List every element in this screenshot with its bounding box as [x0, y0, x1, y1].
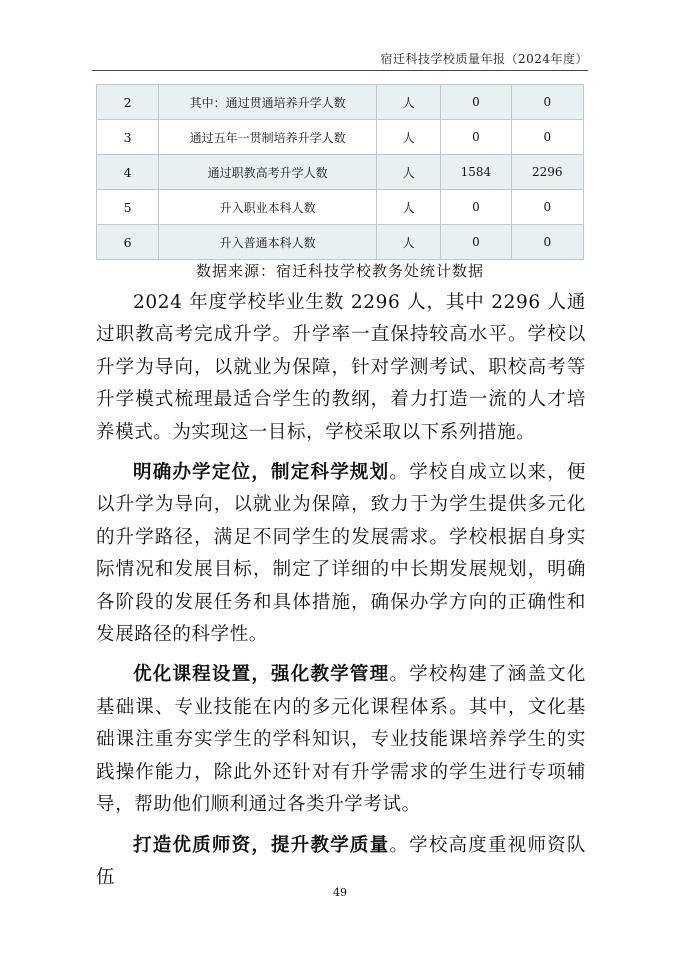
- table-row: [97, 225, 584, 260]
- row-unit: 人: [377, 225, 441, 260]
- row-number: 6: [97, 225, 159, 260]
- row-value-b: 0: [511, 225, 583, 260]
- row-value-a: 0: [441, 190, 511, 225]
- row-value-a: 0: [441, 85, 511, 120]
- row-unit: 人: [377, 120, 441, 155]
- paragraph-text: 。学校自成立以来，便以升学为导向，以就业为保障，致力于为学生提供多元化的升学路径，满足不同学生的发展需求。学校根据自身实际情况和发展目标，制定了详细的中长期发展规划，明确各阶段的发展任务和具体措施，确保办学方向的正确性和发展路径的科学性。: [96, 462, 586, 646]
- row-item: 升入职业本科人数: [159, 190, 377, 225]
- table-row: [97, 120, 584, 155]
- row-value-b: 0: [511, 85, 583, 120]
- paragraph-faculty: [96, 830, 586, 895]
- running-header: 宿迁科技学校质量年报（2024年度）: [380, 52, 588, 66]
- paragraph-lead: 优化课程设置，强化教学管理: [133, 664, 390, 686]
- row-number: 5: [97, 190, 159, 225]
- table-row: [97, 155, 584, 190]
- row-number: 2: [97, 85, 159, 120]
- row-number: 4: [97, 155, 159, 190]
- paragraph-text: 。学校构建了涵盖文化基础课、专业技能在内的多元化课程体系。其中，文化基础课注重夯实学生的学科知识，专业技能课培养学生的实践操作能力，除此外还针对有升学需求的学生进行专项辅导，帮助他们顺利通过各类升学考试。: [96, 664, 586, 816]
- paragraph-curriculum: [96, 659, 586, 821]
- row-number: 3: [97, 120, 159, 155]
- row-unit: 人: [377, 85, 441, 120]
- paragraph-text: 2024 年度学校毕业生数 2296 人，其中 2296 人通过职教高考完成升学。升学率一直保持较高水平。学校以升学为导向，以就业为保障，针对学测考试、职校高考等升学模式梳理最适合学生的教纲，着力打造一流的人才培养模式。为实现这一目标，学校采取以下系列措施。: [96, 292, 586, 443]
- row-value-b: 2296: [511, 155, 583, 190]
- paragraph-intro: [96, 287, 586, 449]
- paragraph-positioning: [96, 457, 586, 651]
- page-number: 49: [333, 886, 347, 899]
- data-source-caption: 数据来源：宿迁科技学校教务处统计数据: [195, 262, 484, 280]
- row-unit: 人: [377, 190, 441, 225]
- row-unit: 人: [377, 155, 441, 190]
- row-item: 升入普通本科人数: [159, 225, 377, 260]
- row-value-a: 1584: [441, 155, 511, 190]
- table-row: [97, 190, 584, 225]
- row-value-a: 0: [441, 120, 511, 155]
- table-row: [97, 85, 584, 120]
- row-value-b: 0: [511, 120, 583, 155]
- row-item: 通过五年一贯制培养升学人数: [159, 120, 377, 155]
- body-text: [96, 287, 586, 902]
- paragraph-text: 。学校高度重视师资队伍: [96, 834, 586, 888]
- paragraph-lead: 明确办学定位，制定科学规划: [133, 462, 390, 484]
- row-value-b: 0: [511, 190, 583, 225]
- paragraph-lead: 打造优质师资，提升教学质量: [133, 834, 390, 856]
- row-item: 通过职教高考升学人数: [159, 155, 377, 190]
- header-rule: [92, 70, 588, 71]
- row-value-a: 0: [441, 225, 511, 260]
- row-item: 其中：通过贯通培养升学人数: [159, 85, 377, 120]
- statistics-table: [96, 84, 584, 260]
